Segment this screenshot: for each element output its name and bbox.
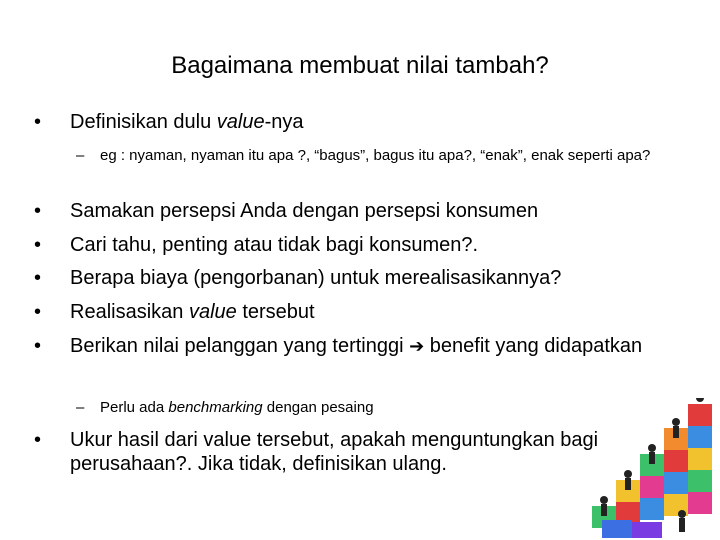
bullet-text: Cari tahu, penting atau tidak bagi konsumen?. — [70, 234, 479, 256]
bullet-text: Samakan persepsi Anda dengan persepsi konsumen — [70, 200, 539, 222]
bullet-marker: • — [34, 111, 42, 133]
sub-bullet-text-emphasis: benchmarking — [168, 399, 263, 416]
arrow-right-icon: ➔ — [409, 336, 425, 356]
bullet-text-part: Realisasikan — [70, 301, 189, 323]
bullet-text — [70, 334, 674, 358]
bullet-text — [70, 300, 674, 324]
sub-bullet-text-part: dengan pesaing — [262, 399, 374, 416]
sub-bullet-marker: – — [76, 399, 85, 416]
bullet-marker: • — [34, 267, 42, 289]
bullet-text: Ukur hasil dari value tersebut, apakah menguntungkan bagi perusahaan?. Jika tidak, definisikan ulang. — [70, 429, 599, 475]
bullet-marker: • — [34, 200, 42, 222]
bullet-marker: • — [34, 335, 42, 357]
bullet-text-part: Berikan nilai pelanggan yang tertinggi — [70, 335, 410, 357]
bullet-text-part: Definisikan dulu — [70, 111, 217, 133]
bullet-text-part: tersebut — [236, 301, 315, 323]
sub-bullet-text: eg : nyaman, nyaman itu apa ?, “bagus”, bagus itu apa?, “enak”, enak seperti apa? — [100, 147, 651, 164]
bullet-text-emphasis: value — [216, 111, 265, 133]
block-stack — [592, 404, 712, 538]
bullet-marker: • — [34, 301, 42, 323]
bullet-text-emphasis: value — [188, 301, 237, 323]
bullet-marker: • — [34, 234, 42, 256]
slide-title: Bagaimana membuat nilai tambah? — [171, 52, 549, 79]
bullet-text-part: -nya — [264, 111, 304, 133]
bullet-text — [70, 110, 674, 134]
stacked-blocks-illustration — [582, 398, 720, 540]
bullet-text: Berapa biaya (pengorbanan) untuk merealisasikannya? — [70, 267, 562, 289]
sub-bullet-marker: – — [76, 147, 85, 164]
bullet-marker: • — [34, 429, 42, 451]
bullet-text-part: benefit yang didapatkan — [424, 335, 643, 357]
sub-bullet-text-part: Perlu ada — [100, 399, 169, 416]
